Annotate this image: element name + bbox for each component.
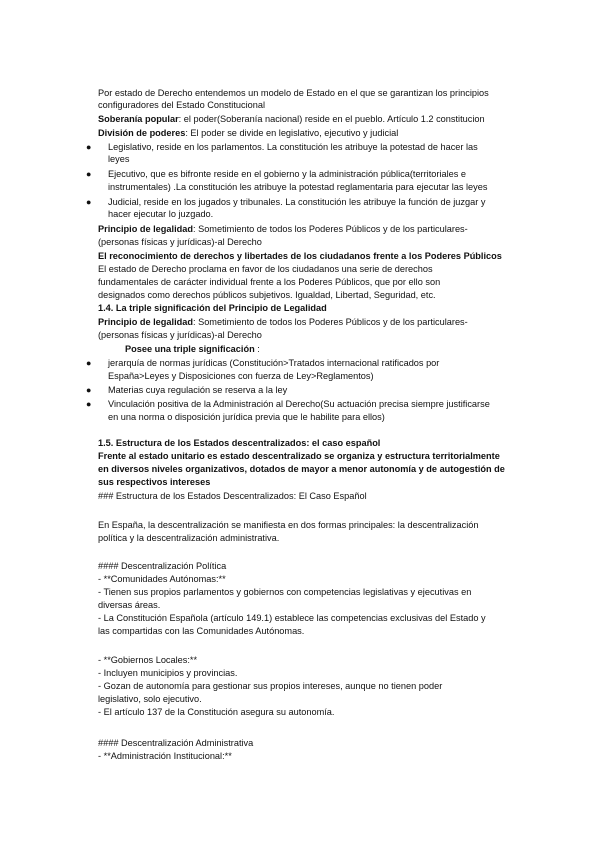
triple-legalidad-paragraph [98, 316, 468, 328]
reconocimiento-line-2: fundamentales de carácter individual frente a los Poderes Públicos, que por ello son [98, 277, 441, 287]
administrativa-heading: #### Descentralización Administrativa [98, 738, 254, 748]
bullet-icon: ● [86, 358, 92, 368]
administracion-institucional-title: - **Administración Institucional:** [98, 751, 232, 761]
reconocimiento-line-3: designados como derechos públicos subjetivos. Igualdad, Libertad, Seguridad, etc. [98, 290, 436, 300]
power-legislativo-line-2: leyes [108, 154, 130, 164]
legalidad-label: Principio de legalidad [98, 224, 193, 234]
triple-subheading-text: Posee una triple significación [125, 344, 255, 354]
triple-item-3-line-2: en una norma o disposición jurídica previa que le habilite para ellos) [108, 412, 385, 422]
estructura-bold-line-2: en diversos niveles organizativos, dotados de mayor a menor autonomía y de autogestión de [98, 464, 505, 474]
gobiernos-locales-line-1: - Incluyen municipios y provincias. [98, 668, 238, 678]
gobiernos-locales-line-2: - Gozan de autonomía para gestionar sus propios intereses, aunque no tienen poder [98, 681, 443, 691]
power-judicial-line-2: hacer ejecutar lo juzgado. [108, 209, 214, 219]
gobiernos-locales-line-4: - El artículo 137 de la Constitución asegura su autonomía. [98, 707, 335, 717]
bullet-icon: ● [86, 385, 92, 395]
soberania-label: Soberanía popular [98, 114, 179, 124]
power-legislativo-line-1: Legislativo, reside en los parlamentos. La constitución les atribuye la potestad de hacer las [108, 142, 478, 152]
power-judicial-line-1: Judicial, reside en los jugados y tribunales. La constitución les atribuye la función de juzgar y [108, 197, 486, 207]
triple-legalidad-text: : Sometimiento de todos los Poderes Públicos y de los particulares- [192, 317, 468, 327]
intro-line-2: configuradores del Estado Constitucional [98, 100, 266, 110]
triple-item-1-line-2: España>Leyes y Disposiciones con fuerza de Ley>Reglamentos) [108, 371, 374, 381]
triple-item-2: Materias cuya regulación se reserva a la ley [108, 385, 288, 395]
ccaa-title: - **Comunidades Autónomas:** [98, 574, 226, 584]
estructura-bold-line-1: Frente al estado unitario es estado descentralizado se organiza y estructura territorialmente [98, 451, 500, 461]
bullet-icon: ● [86, 399, 92, 409]
estructura-md-heading: ### Estructura de los Estados Descentralizados: El Caso Español [98, 491, 367, 501]
ccaa-line-1: - Tienen sus propios parlamentos y gobiernos con competencias legislativas y ejecutivas en [98, 587, 472, 597]
gobiernos-locales-line-3: legislativo, solo ejecutivo. [98, 694, 202, 704]
bullet-icon: ● [86, 197, 92, 207]
bullet-icon: ● [86, 142, 92, 152]
triple-legalidad-label: Principio de legalidad [98, 317, 193, 327]
power-ejecutivo-line-1: Ejecutivo, que es bifronte reside en el gobierno y la administración pública(territoriales e [108, 169, 466, 179]
triple-item-1-line-1: jerarquía de normas jurídicas (Constitución>Tratados internacional ratificados por [108, 358, 440, 368]
politica-heading: #### Descentralización Política [98, 561, 227, 571]
section-1-5-heading: 1.5. Estructura de los Estados descentralizados: el caso español [98, 438, 381, 448]
ccaa-line-2: diversas áreas. [98, 600, 161, 610]
intro-line-1: Por estado de Derecho entendemos un modelo de Estado en el que se garantizan los principios [98, 88, 489, 98]
espana-line-1: En España, la descentralización se manifiesta en dos formas principales: la descentralización [98, 520, 479, 530]
estructura-bold-line-3: sus respectivos intereses [98, 477, 211, 487]
ccaa-line-3: - La Constitución Española (artículo 149.1) establece las competencias exclusivas del Estado y [98, 613, 486, 623]
reconocimiento-heading: El reconocimiento de derechos y libertades de los ciudadanos frente a los Poderes Públicos [98, 251, 502, 261]
triple-subheading [125, 343, 260, 355]
division-text: : El poder se divide en legislativo, ejecutivo y judicial [185, 128, 399, 138]
reconocimiento-line-1: El estado de Derecho proclama en favor de los ciudadanos una serie de derechos [98, 264, 433, 274]
legalidad-line-2: (personas físicas y jurídicas)-al Derecho [98, 237, 262, 247]
triple-subheading-colon: : [254, 344, 260, 354]
legalidad-paragraph [98, 223, 468, 235]
soberania-paragraph [98, 113, 485, 125]
power-ejecutivo-line-2: instrumentales) .La constitución les atribuye la potestad reglamentaria para ejecutar las leyes [108, 182, 488, 192]
soberania-text: : el poder(Soberanía nacional) reside en el pueblo. Artículo 1.2 constitucion [178, 114, 485, 124]
section-1-4-heading: 1.4. La triple significación del Principio de Legalidad [98, 303, 327, 313]
ccaa-line-4: las compartidas con las Comunidades Autónomas. [98, 626, 305, 636]
triple-legalidad-line-2: (personas físicas y jurídicas)-al Derecho [98, 330, 262, 340]
espana-line-2: política y la descentralización administrativa. [98, 533, 280, 543]
division-label: División de poderes [98, 128, 186, 138]
gobiernos-locales-title: - **Gobiernos Locales:** [98, 655, 198, 665]
triple-item-3-line-1: Vinculación positiva de la Administración al Derecho(Su actuación precisa siempre justificarse [108, 399, 490, 409]
legalidad-text: : Sometimiento de todos los Poderes Públicos y de los particulares- [192, 224, 468, 234]
division-paragraph [98, 127, 398, 139]
bullet-icon: ● [86, 169, 92, 179]
